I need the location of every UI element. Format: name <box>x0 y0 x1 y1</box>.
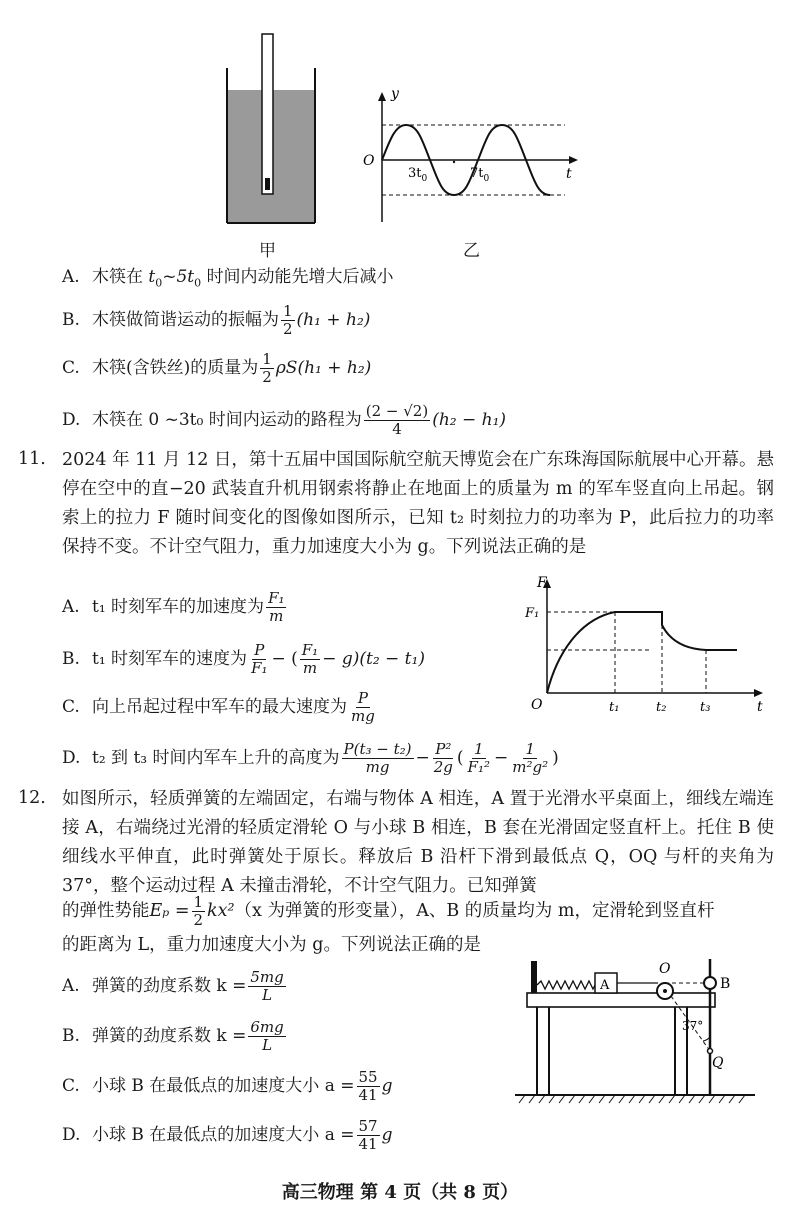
q11-option-a: A. t₁ 时刻军车的加速度为 $\frac{\text{F₁}}{m}$ <box>62 589 285 625</box>
figure-yi-graph <box>360 88 590 228</box>
tick-7t0: $7t_0$ <box>470 166 490 184</box>
fraction: $\frac{57}{41}$ <box>358 1117 378 1153</box>
q10-option-c: C. 木筷(含铁丝)的质量为 $\frac{1}{2}$ ρS(h₁ + h₂) <box>62 350 372 386</box>
fraction: $\frac{1}{2}$ <box>193 893 204 929</box>
axis-t-label: t <box>757 699 763 715</box>
fraction: $\frac{P}{mg}$ <box>351 689 375 725</box>
axis-y-label: y <box>391 88 399 102</box>
tick-3t0: $3t_0$ <box>408 166 428 184</box>
t1-label: t₁ <box>609 700 620 715</box>
axis-t-label: t <box>566 166 572 182</box>
q12-option-b: B. 弹簧的劲度系数 k = $\frac{6mg}{L}$ <box>62 1018 284 1054</box>
fraction: $\frac{P}{\text{F₁}}$ <box>251 641 268 677</box>
q10-option-d: D. 木筷在 0 ~3t₀ 时间内运动的路程为 $\frac{(2 - √2)}{4}$ (h₂ − h₁) <box>62 402 507 438</box>
q11-option-c: C. 向上吊起过程中军车的最大速度为 $\frac{P}{mg}$ <box>62 689 375 725</box>
q12-option-d: D. 小球 B 在最低点的加速度大小 a = $\frac{57}{41}$ g <box>62 1117 393 1153</box>
q12-apparatus-figure <box>515 955 785 1110</box>
q10-option-b: B. 木筷做简谐运动的振幅为 $\frac{1}{2}$ (h₁ + h₂) <box>62 302 371 338</box>
q11-option-b: B. t₁ 时刻军车的速度为 $\frac{P}{\text{F₁}}$ − ( $\frac{\text{F₁}}{m}$ − g)(t₂ − t₁) <box>62 641 425 677</box>
page-footer: 高三物理 第 4 页（共 8 页） <box>281 1182 519 1203</box>
axis-f-label: F <box>537 575 547 591</box>
fraction: $\frac{55}{41}$ <box>358 1068 378 1104</box>
pulley-o-label: O <box>659 961 671 977</box>
q12-stem-line3: 的距离为 L，重力加速度大小为 g。下列说法正确的是 <box>62 935 481 955</box>
fraction: $\frac{\text{P(t₃ − t₂)}}{mg}$ <box>343 740 412 776</box>
fraction: $\frac{\text{F₁}}{m}$ <box>268 589 285 625</box>
q12-option-a: A. 弹簧的劲度系数 k = $\frac{5mg}{L}$ <box>62 968 284 1004</box>
fraction: $\frac{5mg}{L}$ <box>250 968 284 1004</box>
fraction: $\frac{\text{P²}}{2g}$ <box>433 740 453 776</box>
figure-yi-caption: 乙 <box>463 241 480 261</box>
q11-option-d: D. t₂ 到 t₃ 时间内军车上升的高度为 $\frac{\text{P(t₃ − t₂)}}{mg}$ − $\frac{\text{P²}}{2g}$ ( $\frac{1}{\text{F₁²}}$ − $\frac{1}{\text{m²g²}}$ ) <box>62 740 559 776</box>
fraction: $\frac{1}{2}$ <box>262 350 272 386</box>
q11-number: 11. <box>18 449 46 469</box>
q12-number: 12. <box>18 788 46 808</box>
figure-jia <box>215 28 325 238</box>
fraction: $\frac{6mg}{L}$ <box>250 1018 284 1054</box>
ball-b-label: B <box>720 976 731 992</box>
t3-label: t₃ <box>700 700 711 715</box>
fraction: $\frac{1}{2}$ <box>283 302 293 338</box>
angle-label: 37° <box>682 1019 704 1033</box>
origin-label: O <box>531 697 543 713</box>
fraction: $\frac{1}{\text{m²g²}}$ <box>512 740 549 776</box>
fraction: $\frac{(2 - √2)}{4}$ <box>365 402 429 438</box>
block-a-label: A <box>600 978 610 993</box>
fraction: $\frac{1}{\text{F₁²}}$ <box>467 740 490 776</box>
q10-option-a: A. 木筷在 $t_0\sim 5t_0$ 时间内动能先增大后减小 <box>62 267 394 290</box>
q12-stem: 如图所示，轻质弹簧的左端固定，右端与物体 A 相连，A 置于光滑水平桌面上，细线左端连接 A，右端绕过光滑的轻质定滑轮 O 与小球 B 相连，B 套在光滑固定竖直杆上。托住 B 使细线水平伸直，此时弹簧处于原长。释放后 B 沿杆下滑到最低点 Q，OQ 与杆的夹角为 37°，整个运动过程 A 未撞击滑轮，不计空气阻力。已知弹簧 <box>62 789 774 896</box>
t2-label: t₂ <box>656 700 667 715</box>
q12-stem-line2: 的弹性势能Eₚ = $\frac{1}{2}$ kx²（x 为弹簧的形变量），A、B 的质量均为 m，定滑轮到竖直杆 <box>62 893 715 929</box>
point-q-label: Q <box>712 1055 724 1071</box>
figure-jia-caption: 甲 <box>259 241 276 261</box>
q11-force-graph <box>525 573 775 723</box>
fraction: $\frac{\text{F₁}}{m}$ <box>301 641 319 677</box>
f1-label: F₁ <box>525 606 540 621</box>
q11-stem: 2024 年 11 月 12 日，第十五届中国国际航空航天博览会在广东珠海国际航展中心开幕。悬停在空中的直−20 武装直升机用钢索将静止在地面上的质量为 m 的军车竖直向上吊起。钢索上的拉力 F 随时间变化的图像如图所示，已知 t₂ 时刻拉力的功率为 P，此后拉力的功率保持不变。不计空气阻力，重力加速度大小为 g。下列说法正确的是 <box>62 450 774 557</box>
origin-label: O <box>363 153 375 169</box>
q12-option-c: C. 小球 B 在最低点的加速度大小 a = $\frac{55}{41}$ g <box>62 1068 393 1104</box>
force-curve <box>547 612 737 693</box>
